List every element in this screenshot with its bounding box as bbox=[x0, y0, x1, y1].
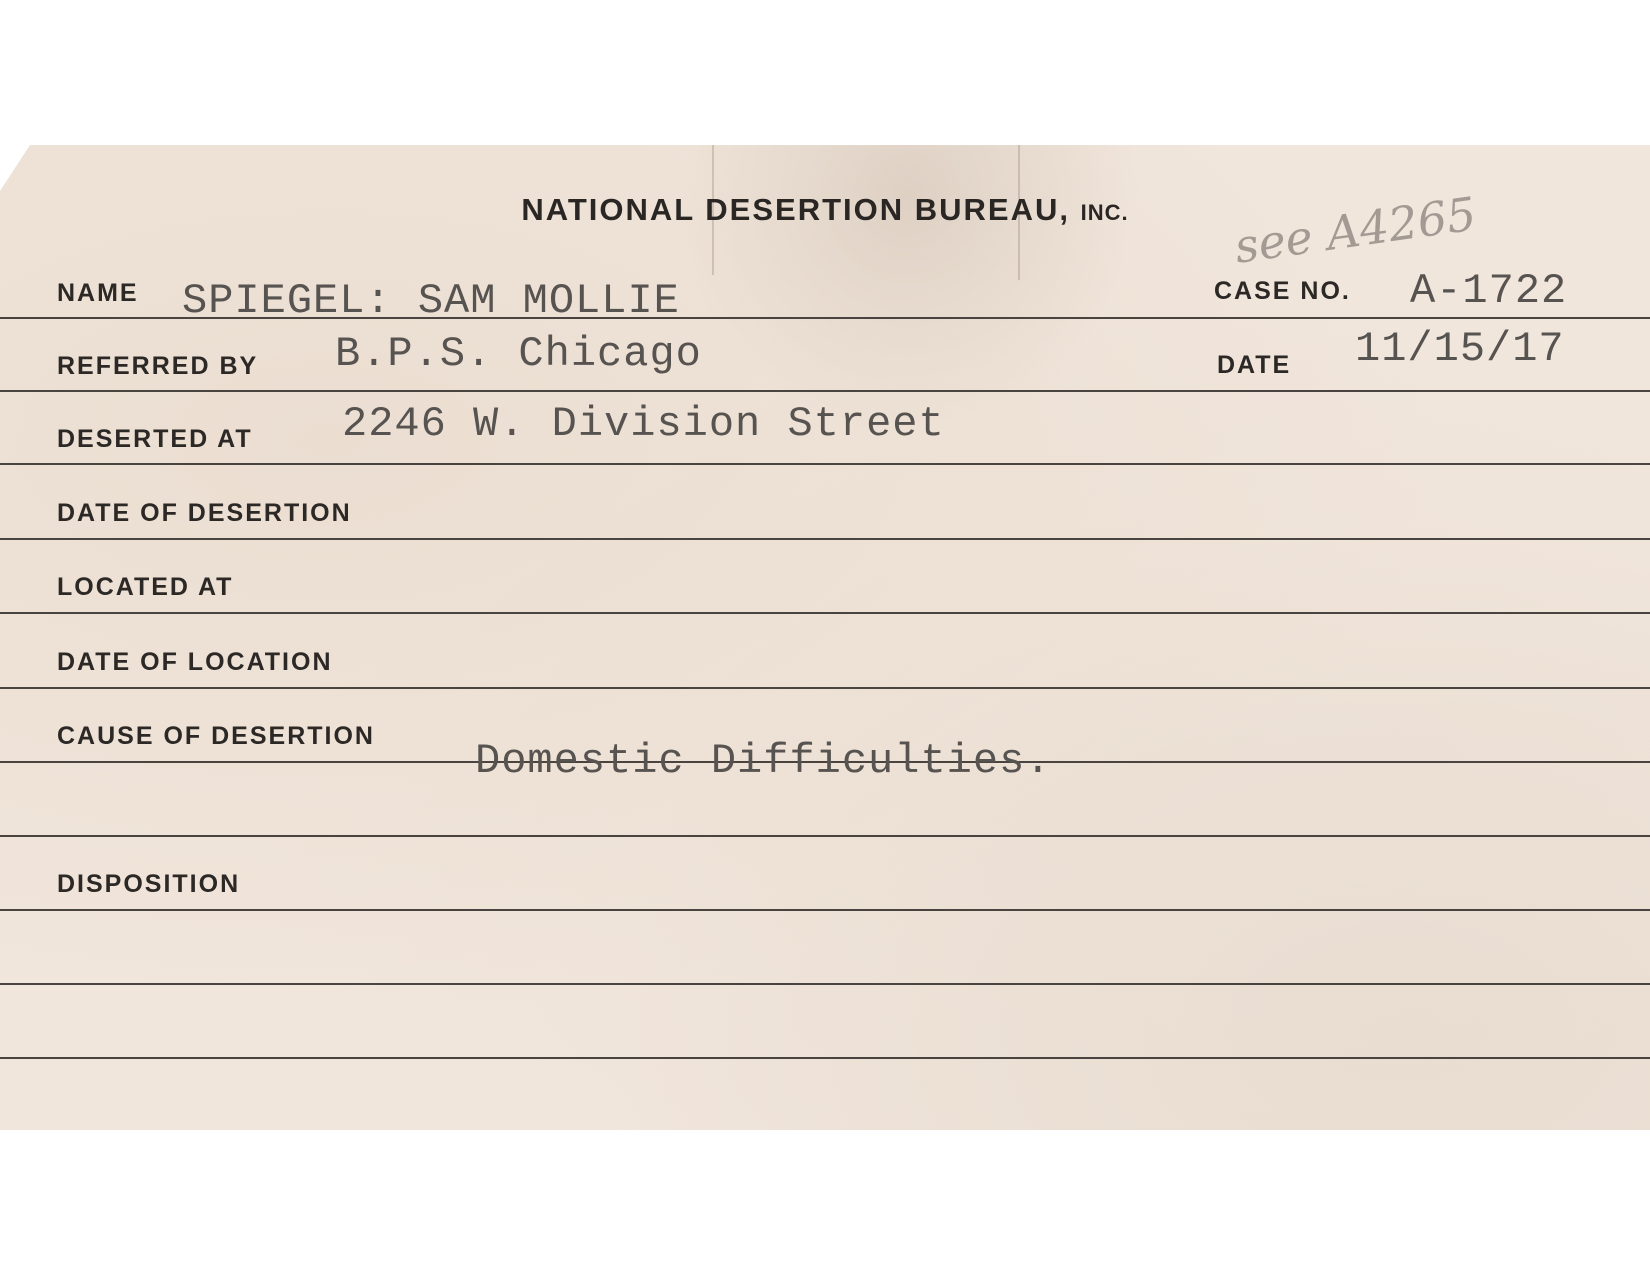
date-of-location-label: DATE OF LOCATION bbox=[57, 648, 333, 676]
cause-of-desertion-value: Domestic Difficulties. bbox=[475, 737, 1052, 785]
ruled-line bbox=[0, 612, 1650, 614]
ruled-line bbox=[0, 835, 1650, 837]
case-no-value: A-1722 bbox=[1410, 267, 1568, 315]
torn-corner bbox=[0, 145, 30, 191]
ruled-line bbox=[0, 1057, 1650, 1059]
deserted-at-value: 2246 W. Division Street bbox=[342, 400, 945, 448]
located-at-label: LOCATED AT bbox=[57, 573, 234, 601]
ruled-line bbox=[0, 390, 1650, 392]
date-label: DATE bbox=[1217, 351, 1292, 379]
bureau-suffix: INC. bbox=[1080, 200, 1129, 225]
disposition-label: DISPOSITION bbox=[57, 870, 241, 898]
case-no-label: CASE NO. bbox=[1214, 277, 1351, 305]
deserted-at-label: DESERTED AT bbox=[57, 425, 253, 453]
cause-of-desertion-label: CAUSE OF DESERTION bbox=[57, 722, 375, 750]
bureau-name: NATIONAL DESERTION BUREAU, bbox=[521, 192, 1070, 227]
handwritten-note: see A4265 bbox=[1231, 186, 1480, 274]
date-value: 11/15/17 bbox=[1355, 325, 1565, 373]
ruled-line bbox=[0, 983, 1650, 985]
referred-by-label: REFERRED BY bbox=[57, 352, 259, 380]
ruled-line bbox=[0, 463, 1650, 465]
ruled-line bbox=[0, 909, 1650, 911]
ruled-line bbox=[0, 538, 1650, 540]
name-value: SPIEGEL: SAM MOLLIE bbox=[182, 277, 680, 325]
referred-by-value: B.P.S. Chicago bbox=[335, 330, 702, 378]
index-card bbox=[0, 145, 1650, 1130]
date-of-desertion-label: DATE OF DESERTION bbox=[57, 499, 352, 527]
name-label: NAME bbox=[57, 279, 139, 307]
ruled-line bbox=[0, 687, 1650, 689]
